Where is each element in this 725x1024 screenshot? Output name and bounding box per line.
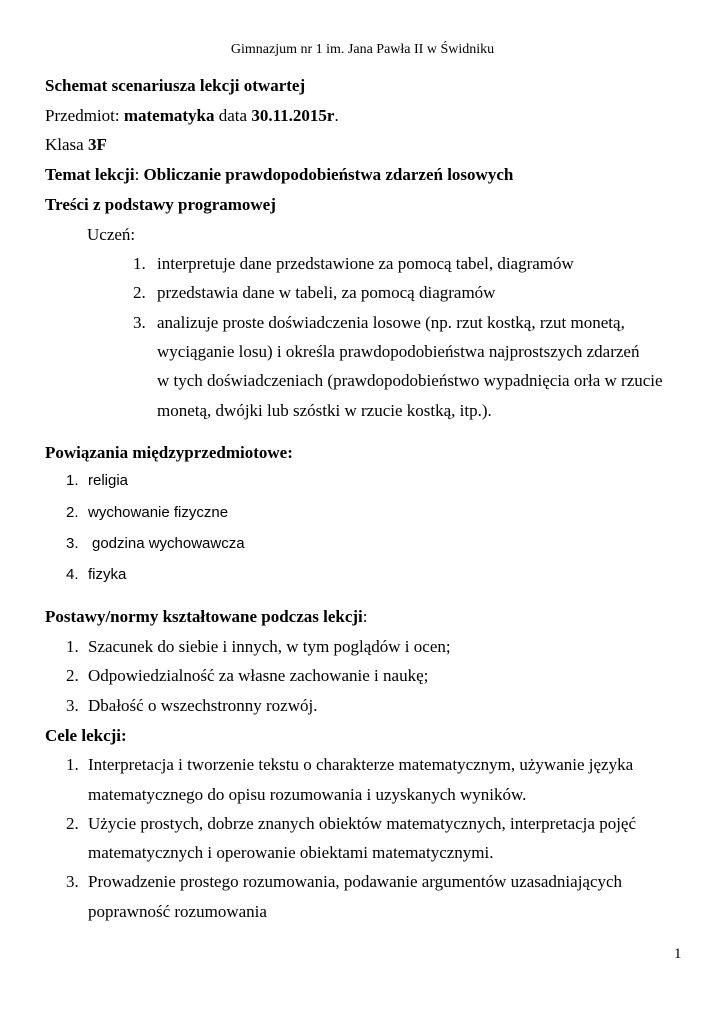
list-item-number: 3. [66, 696, 79, 715]
class-label: Klasa [45, 135, 84, 154]
topic-sep: : [134, 165, 140, 184]
subject-label: Przedmiot: [45, 106, 120, 125]
list-item-number: 1. [66, 472, 79, 489]
list-item-continuation: w tych doświadczeniach (prawdopodobieństwo wypadnięcia orła w rzucie [157, 371, 663, 390]
student-label: Uczeń: [87, 225, 136, 244]
list-item: wychowanie fizyczne [88, 504, 229, 521]
list-item: Szacunek do siebie i innych, w tym poglądów i ocen; [88, 637, 451, 656]
list-item: Dbałość o wszechstronny rozwój. [88, 696, 318, 715]
page-header: Gimnazjum nr 1 im. Jana Pawła II w Świdniku [230, 42, 495, 57]
class-value: 3F [87, 135, 107, 154]
list-item-continuation: wyciąganie losu) i określa prawdopodobieństwa najprostszych zdarzeń [157, 342, 640, 361]
list-item-continuation: matematycznego do opisu rozumowania i uzyskanych wyników. [88, 785, 527, 804]
topic-line [45, 165, 513, 185]
topic-label: Temat lekcji [45, 165, 135, 184]
date-value: 30.11.2015r [251, 106, 335, 125]
attitudes-sep: : [362, 607, 368, 626]
list-item-number: 4. [66, 566, 79, 583]
date-end: . [334, 106, 339, 125]
date-label: data [218, 106, 248, 125]
list-item: godzina wychowawcza [92, 535, 245, 552]
document-title: Schemat scenariusza lekcji otwartej [45, 76, 306, 95]
goals-heading: Cele lekcji: [45, 726, 127, 745]
list-item-number: 1. [66, 637, 79, 656]
list-item-continuation: matematycznych i operowanie obiektami matematycznymi. [88, 843, 494, 862]
list-item-number: 1. [133, 254, 146, 273]
list-item: Użycie prostych, dobrze znanych obiektów matematycznych, interpretacja pojęć [88, 814, 637, 833]
list-item: Interpretacja i tworzenie tekstu o charakterze matematycznym, używanie języka [88, 755, 634, 774]
list-item-number: 3. [66, 535, 79, 552]
list-item-number: 2. [66, 814, 79, 833]
list-item: Odpowiedzialność za własne zachowanie i naukę; [88, 666, 429, 685]
list-item: religia [88, 472, 129, 489]
curriculum-heading: Treści z podstawy programowej [45, 195, 276, 214]
page-number: 1 [674, 946, 682, 962]
list-item-number: 2. [133, 283, 146, 302]
interdisciplinary-heading: Powiązania międzyprzedmiotowe: [45, 443, 293, 462]
list-item-number: 1. [66, 755, 79, 774]
list-item-number: 2. [66, 504, 79, 521]
subject-line [45, 106, 339, 126]
list-item: Prowadzenie prostego rozumowania, podawanie argumentów uzasadniających [88, 872, 623, 891]
list-item-continuation: poprawność rozumowania [88, 902, 267, 921]
list-item-number: 3. [66, 872, 79, 891]
list-item: analizuje proste doświadczenia losowe (np. rzut kostką, rzut monetą, [157, 313, 625, 332]
topic-value: Obliczanie prawdopodobieństwa zdarzeń losowych [143, 165, 514, 184]
class-line [45, 135, 107, 155]
list-item: interpretuje dane przedstawione za pomocą tabel, diagramów [157, 254, 574, 273]
list-item-number: 2. [66, 666, 79, 685]
attitudes-heading-text: Postawy/normy kształtowane podczas lekcji [45, 607, 363, 626]
list-item-continuation: monetą, dwójki lub szóstki w rzucie kostką, itp.). [157, 401, 492, 420]
list-item-number: 3. [133, 313, 146, 332]
list-item: przedstawia dane w tabeli, za pomocą diagramów [157, 283, 496, 302]
list-item: fizyka [88, 566, 127, 583]
subject-value: matematyka [123, 106, 215, 125]
attitudes-heading [45, 607, 368, 627]
